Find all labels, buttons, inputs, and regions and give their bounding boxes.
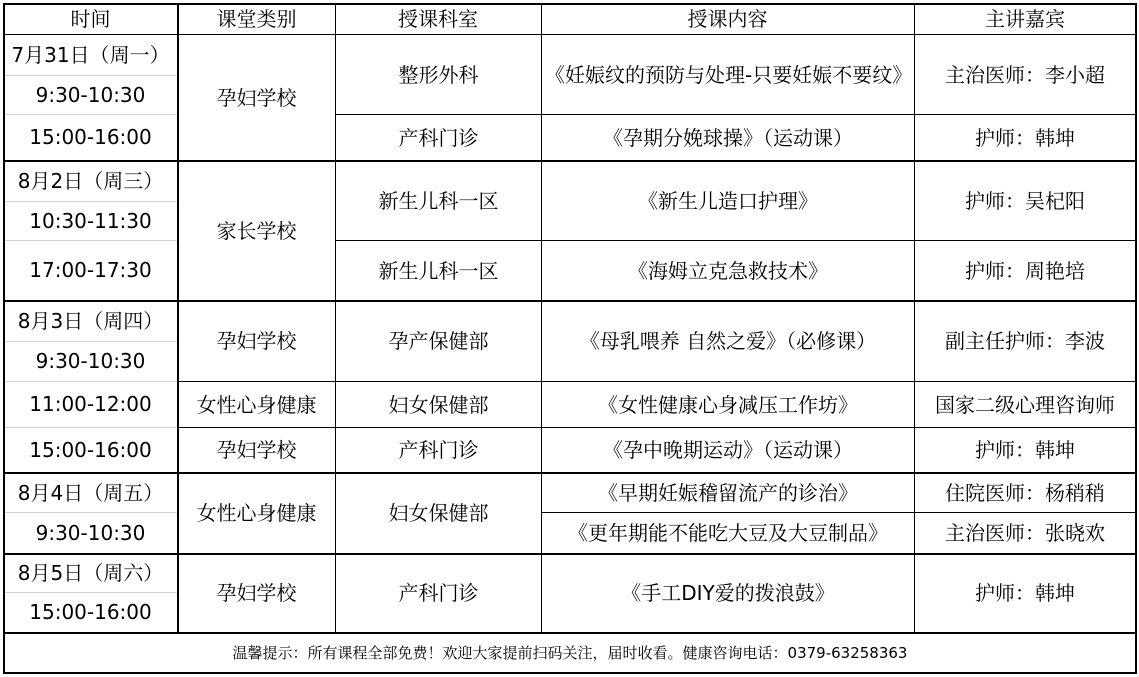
content-cell: 《孕中晚期运动》（运动课）	[603, 438, 853, 462]
date-cell: 8月3日（周四）	[17, 309, 164, 333]
speaker-cell: 护师：韩坤	[975, 125, 1075, 150]
category-cell: 孕妇学校	[216, 581, 297, 605]
speaker-cell: 副主任护师：李波	[945, 329, 1105, 353]
content-cell: 《母乳喂养 自然之爱》（必修课）	[579, 329, 877, 353]
content-cell: 《女性健康心身减压工作坊》	[598, 392, 858, 417]
category-cell: 女性心身健康	[196, 392, 317, 417]
table-border-bottom	[3, 672, 1137, 674]
speaker-cell: 主治医师：李小超	[945, 62, 1105, 87]
category-cell: 孕妇学校	[216, 85, 297, 110]
speaker-cell: 护师：韩坤	[975, 581, 1075, 605]
time-cell: 9:30-10:30	[35, 520, 146, 545]
table-border-right	[1135, 3, 1137, 674]
department-cell: 产科门诊	[398, 438, 479, 462]
time-cell: 17:00-17:30	[29, 258, 152, 282]
time-cell: 9:30-10:30	[35, 349, 146, 373]
footer-note: 温馨提示：所有课程全部免费！欢迎大家提前扫码关注，届时收看。健康咨询电话：0379-63258363	[232, 644, 908, 662]
header-speaker: 主讲嘉宾	[985, 7, 1065, 31]
content-cell: 《早期妊娠稽留流产的诊治》	[598, 480, 858, 505]
speaker-cell: 护师：周艳培	[965, 258, 1085, 283]
department-cell: 产科门诊	[398, 581, 479, 605]
speaker-cell: 国家二级心理咨询师	[935, 392, 1115, 417]
speaker-cell: 住院医师：杨稍稍	[945, 480, 1105, 505]
time-cell: 15:00-16:00	[29, 437, 152, 462]
time-cell: 15:00-16:00	[29, 125, 152, 149]
content-cell: 《孕期分娩球操》（运动课）	[603, 125, 853, 150]
content-cell: 《新生儿造口护理》	[638, 188, 818, 213]
date-cell: 8月5日（周六）	[17, 561, 164, 585]
department-cell: 孕产保健部	[388, 329, 489, 353]
content-cell: 《海姆立克急救技术》	[628, 258, 828, 283]
category-cell: 孕妇学校	[216, 329, 297, 353]
department-cell: 新生儿科一区	[378, 188, 499, 213]
department-cell: 新生儿科一区	[378, 258, 499, 283]
category-cell: 家长学校	[216, 218, 297, 243]
department-cell: 妇女保健部	[388, 392, 489, 417]
department-cell: 妇女保健部	[388, 501, 489, 525]
speaker-cell: 主治医师：张晓欢	[945, 521, 1105, 545]
category-cell: 孕妇学校	[216, 438, 297, 462]
category-cell: 女性心身健康	[196, 501, 317, 525]
time-cell: 9:30-10:30	[35, 82, 146, 107]
speaker-cell: 护师：韩坤	[975, 438, 1075, 462]
department-cell: 整形外科	[398, 62, 479, 87]
time-cell: 15:00-16:00	[29, 600, 152, 624]
speaker-cell: 护师：吴杞阳	[965, 188, 1085, 213]
header-content: 授课内容	[687, 7, 768, 31]
department-cell: 产科门诊	[398, 125, 479, 150]
time-cell: 11:00-12:00	[29, 392, 152, 416]
header-time: 时间	[70, 7, 111, 31]
header-department: 授课科室	[398, 7, 478, 31]
content-cell: 《手工DIY爱的拨浪鼓》	[621, 581, 835, 605]
content-cell: 《妊娠纹的预防与处理-只要妊娠不要纹》	[545, 62, 913, 87]
time-cell: 10:30-11:30	[29, 208, 152, 233]
content-cell: 《更年期能不能吃大豆及大豆制品》	[568, 521, 888, 545]
header-category: 课堂类别	[216, 7, 297, 31]
date-cell: 8月4日（周五）	[17, 480, 164, 505]
date-cell: 8月2日（周三）	[17, 169, 164, 193]
date-cell: 7月31日（周一）	[11, 43, 170, 67]
